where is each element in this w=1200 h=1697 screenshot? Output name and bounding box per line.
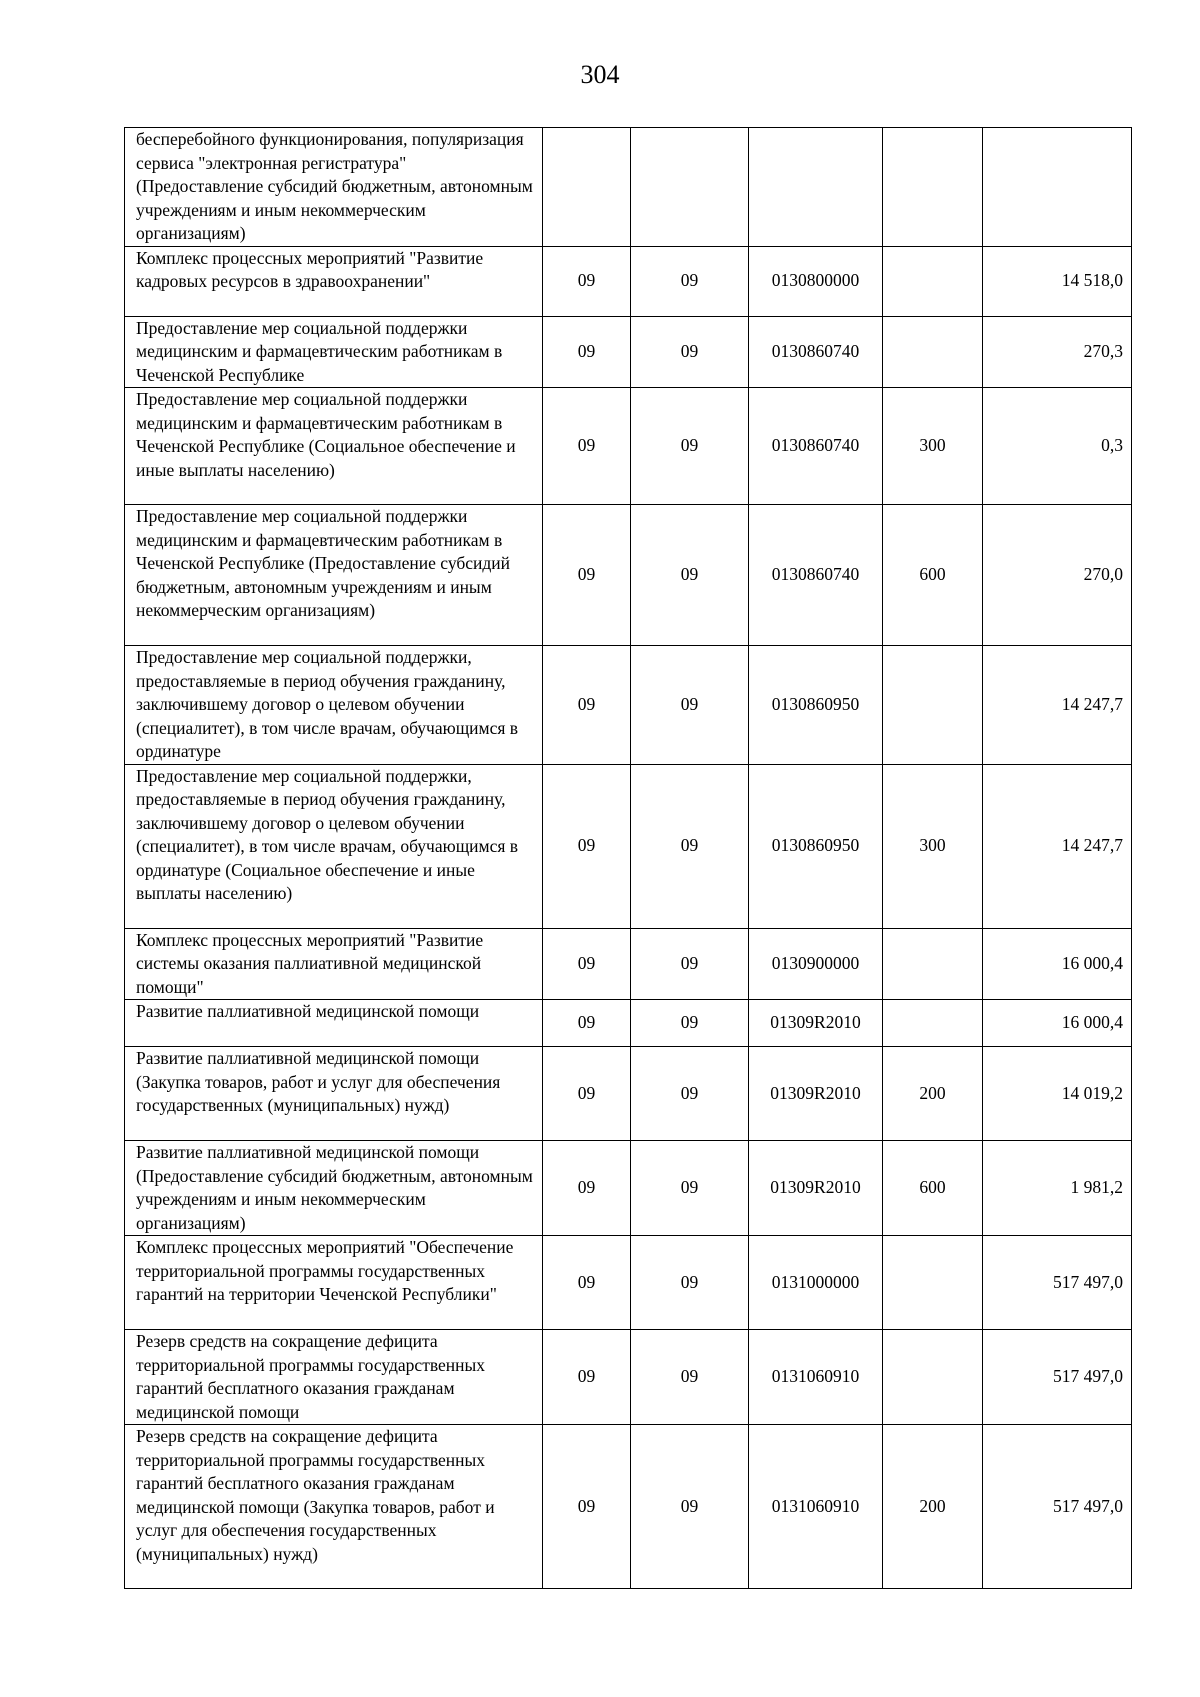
row-description: Комплекс процессных мероприятий "Обеспечение территориальной программы государственных гарантий на территории Чеченской Республики" [125,1236,543,1330]
row-subsection-code: 09 [631,388,749,505]
row-target-article-code: 01309R2010 [749,1000,883,1047]
table-row [125,505,1132,646]
row-expense-type-code [883,646,983,765]
row-description: Развитие паллиативной медицинской помощи [125,1000,543,1047]
row-description: Развитие паллиативной медицинской помощи (Закупка товаров, работ и услуг для обеспечения государственных (муниципальных) нужд) [125,1047,543,1141]
row-amount: 14 247,7 [983,646,1132,765]
row-expense-type-code: 600 [883,1141,983,1236]
budget-table-body [125,128,1132,1589]
row-expense-type-code [883,128,983,247]
table-row [125,928,1132,1000]
row-target-article-code: 0130860950 [749,646,883,765]
row-expense-type-code [883,246,983,316]
row-amount: 1 981,2 [983,1141,1132,1236]
row-expense-type-code: 300 [883,388,983,505]
row-amount: 0,3 [983,388,1132,505]
row-subsection-code: 09 [631,1047,749,1141]
page-number: 304 [580,60,620,89]
row-subsection-code: 09 [631,1000,749,1047]
row-target-article-code: 0130860740 [749,388,883,505]
table-row [125,128,1132,247]
row-description: Комплекс процессных мероприятий "Развитие системы оказания паллиативной медицинской помощи" [125,928,543,1000]
row-description: Резерв средств на сокращение дефицита территориальной программы государственных гарантий бесплатного оказания гражданам медицинской помощи (Закупка товаров, работ и услуг для обеспечения государственных (муниципальных) нужд) [125,1425,543,1589]
row-target-article-code: 0131060910 [749,1425,883,1589]
row-amount: 14 518,0 [983,246,1132,316]
row-target-article-code: 0130800000 [749,246,883,316]
row-subsection-code: 09 [631,1330,749,1425]
row-subsection-code: 09 [631,646,749,765]
row-subsection-code: 09 [631,1236,749,1330]
row-target-article-code: 0131000000 [749,1236,883,1330]
table-row [125,1000,1132,1047]
row-section-code: 09 [543,1425,631,1589]
row-section-code: 09 [543,1141,631,1236]
row-section-code: 09 [543,246,631,316]
row-section-code: 09 [543,764,631,928]
row-description: бесперебойного функционирования, популяризация сервиса "электронная регистратура" (Предоставление субсидий бюджетным, автономным учреждениям и иным некоммерческим организациям) [125,128,543,247]
row-amount: 517 497,0 [983,1330,1132,1425]
row-amount: 517 497,0 [983,1236,1132,1330]
row-amount: 16 000,4 [983,928,1132,1000]
table-row [125,316,1132,388]
row-description: Предоставление мер социальной поддержки медицинским и фармацевтическим работникам в Чеченской Республике (Социальное обеспечение и иные выплаты населению) [125,388,543,505]
row-description: Предоставление мер социальной поддержки медицинским и фармацевтическим работникам в Чеченской Республике (Предоставление субсидий бюджетным, автономным учреждениям и иным некоммерческим организациям) [125,505,543,646]
table-row [125,1236,1132,1330]
row-expense-type-code: 200 [883,1425,983,1589]
row-description: Развитие паллиативной медицинской помощи (Предоставление субсидий бюджетным, автономным учреждениям и иным некоммерческим организациям) [125,1141,543,1236]
row-target-article-code: 0131060910 [749,1330,883,1425]
row-description: Предоставление мер социальной поддержки, предоставляемые в период обучения гражданину, заключившему договор о целевом обучении (специалитет), в том числе врачам, обучающимся в ординатуре (Социальное обеспечение и иные выплаты населению) [125,764,543,928]
row-section-code: 09 [543,388,631,505]
row-subsection-code: 09 [631,1141,749,1236]
row-amount: 270,0 [983,505,1132,646]
table-row [125,388,1132,505]
budget-table [124,127,1132,1589]
row-description: Резерв средств на сокращение дефицита территориальной программы государственных гарантий бесплатного оказания гражданам медицинской помощи [125,1330,543,1425]
row-section-code: 09 [543,928,631,1000]
table-row [125,1047,1132,1141]
row-section-code: 09 [543,646,631,765]
row-section-code: 09 [543,316,631,388]
table-row [125,1141,1132,1236]
row-target-article-code: 0130860950 [749,764,883,928]
row-expense-type-code: 300 [883,764,983,928]
row-subsection-code: 09 [631,246,749,316]
row-expense-type-code: 200 [883,1047,983,1141]
table-row [125,1330,1132,1425]
row-target-article-code: 0130860740 [749,505,883,646]
row-section-code: 09 [543,1000,631,1047]
row-subsection-code: 09 [631,764,749,928]
row-expense-type-code [883,1000,983,1047]
row-description: Предоставление мер социальной поддержки, предоставляемые в период обучения гражданину, заключившему договор о целевом обучении (специалитет), в том числе врачам, обучающимся в ординатуре [125,646,543,765]
row-target-article-code: 0130860740 [749,316,883,388]
row-target-article-code: 0130900000 [749,928,883,1000]
row-amount: 14 019,2 [983,1047,1132,1141]
table-row [125,764,1132,928]
row-target-article-code [749,128,883,247]
row-expense-type-code [883,928,983,1000]
row-amount: 270,3 [983,316,1132,388]
row-amount: 14 247,7 [983,764,1132,928]
row-target-article-code: 01309R2010 [749,1141,883,1236]
row-description: Комплекс процессных мероприятий "Развитие кадровых ресурсов в здравоохранении" [125,246,543,316]
row-section-code: 09 [543,1047,631,1141]
row-expense-type-code [883,316,983,388]
row-subsection-code: 09 [631,505,749,646]
table-row [125,1425,1132,1589]
row-amount: 16 000,4 [983,1000,1132,1047]
row-section-code: 09 [543,1330,631,1425]
row-description: Предоставление мер социальной поддержки медицинским и фармацевтическим работникам в Чеченской Республике [125,316,543,388]
row-subsection-code: 09 [631,316,749,388]
table-row [125,646,1132,765]
row-expense-type-code: 600 [883,505,983,646]
row-amount: 517 497,0 [983,1425,1132,1589]
row-target-article-code: 01309R2010 [749,1047,883,1141]
row-section-code [543,128,631,247]
row-expense-type-code [883,1236,983,1330]
row-subsection-code: 09 [631,1425,749,1589]
row-subsection-code: 09 [631,928,749,1000]
row-subsection-code [631,128,749,247]
table-row [125,246,1132,316]
row-expense-type-code [883,1330,983,1425]
row-section-code: 09 [543,1236,631,1330]
row-section-code: 09 [543,505,631,646]
row-amount [983,128,1132,247]
